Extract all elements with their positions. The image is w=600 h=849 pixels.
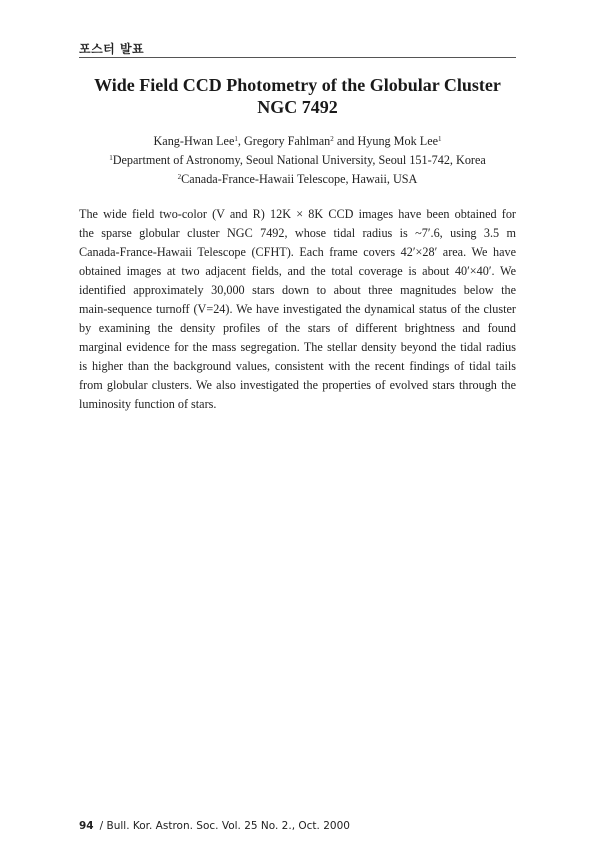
abstract-line-text: is higher than the background values, consistent with the recent findings of tidal tails [79, 359, 516, 373]
author-3: and Hyung Mok Lee [333, 134, 439, 148]
page-footer [79, 820, 350, 832]
abstract-line [79, 376, 516, 395]
title-line-2: NGC 7492 [257, 97, 338, 117]
affiliation-2-text: Canada-France-Hawaii Telescope, Hawaii, USA [181, 172, 418, 186]
abstract-line-text: identified approximately 30,000 stars down to about three magnitudes below the [79, 283, 516, 297]
author-3-affil: 1 [438, 135, 442, 143]
abstract-line [79, 300, 516, 319]
affiliation-1 [79, 151, 516, 170]
abstract-line [79, 205, 516, 224]
affiliation-2 [79, 170, 516, 189]
author-1-affil: 1 [234, 135, 238, 143]
abstract-line-text: Canada-France-Hawaii Telescope (CFHT). Each frame covers 42′×28′ area. We have [79, 245, 516, 259]
paper-title [79, 74, 516, 118]
abstract-line [79, 395, 516, 414]
abstract-line-text: by examining the density profiles of the stars of different brightness and found [79, 321, 516, 335]
affiliation-2-marker: 2 [177, 173, 182, 181]
abstract-line-text: main-sequence turnoff (V=24). We have investigated the dynamical status of the cluster [79, 302, 516, 316]
abstract-line-text: from globular clusters. We also investigated the properties of evolved stars through the [79, 378, 516, 392]
abstract-line [79, 243, 516, 262]
abstract-line-text: the sparse globular cluster NGC 7492, whose tidal radius is ~7′.6, using 3.5 m [79, 226, 516, 240]
abstract-line-text: obtained images at two adjacent fields, and the total coverage is about 40′×40′. We [79, 264, 516, 278]
abstract-line [79, 224, 516, 243]
abstract-line-text: luminosity function of stars. [79, 397, 217, 411]
abstract-line-text: The wide field two-color (V and R) 12K × 8K CCD images have been obtained for [79, 207, 516, 221]
abstract-line [79, 262, 516, 281]
affiliation-1-text: Department of Astronomy, Seoul National University, Seoul 151-742, Korea [112, 153, 486, 167]
header-rule [79, 57, 516, 58]
affiliation-1-marker: 1 [109, 154, 113, 162]
author-2: , Gregory Fahlman [237, 134, 331, 148]
page-number: 94 [79, 820, 94, 832]
abstract-line [79, 338, 516, 357]
abstract-line [79, 319, 516, 338]
author-2-affil: 2 [330, 135, 334, 143]
journal-citation: / Bull. Kor. Astron. Soc. Vol. 25 No. 2., Oct. 2000 [99, 820, 350, 832]
abstract-line-text: marginal evidence for the mass segregation. The stellar density beyond the tidal radius [79, 340, 516, 354]
abstract-line [79, 357, 516, 376]
author-line [79, 132, 516, 151]
section-label: 포스터 발표 [79, 42, 145, 56]
abstract-line [79, 281, 516, 300]
author-block [79, 132, 516, 189]
title-line-1: Wide Field CCD Photometry of the Globular Cluster [94, 75, 501, 95]
author-1: Kang-Hwan Lee [153, 134, 235, 148]
abstract [79, 205, 516, 414]
